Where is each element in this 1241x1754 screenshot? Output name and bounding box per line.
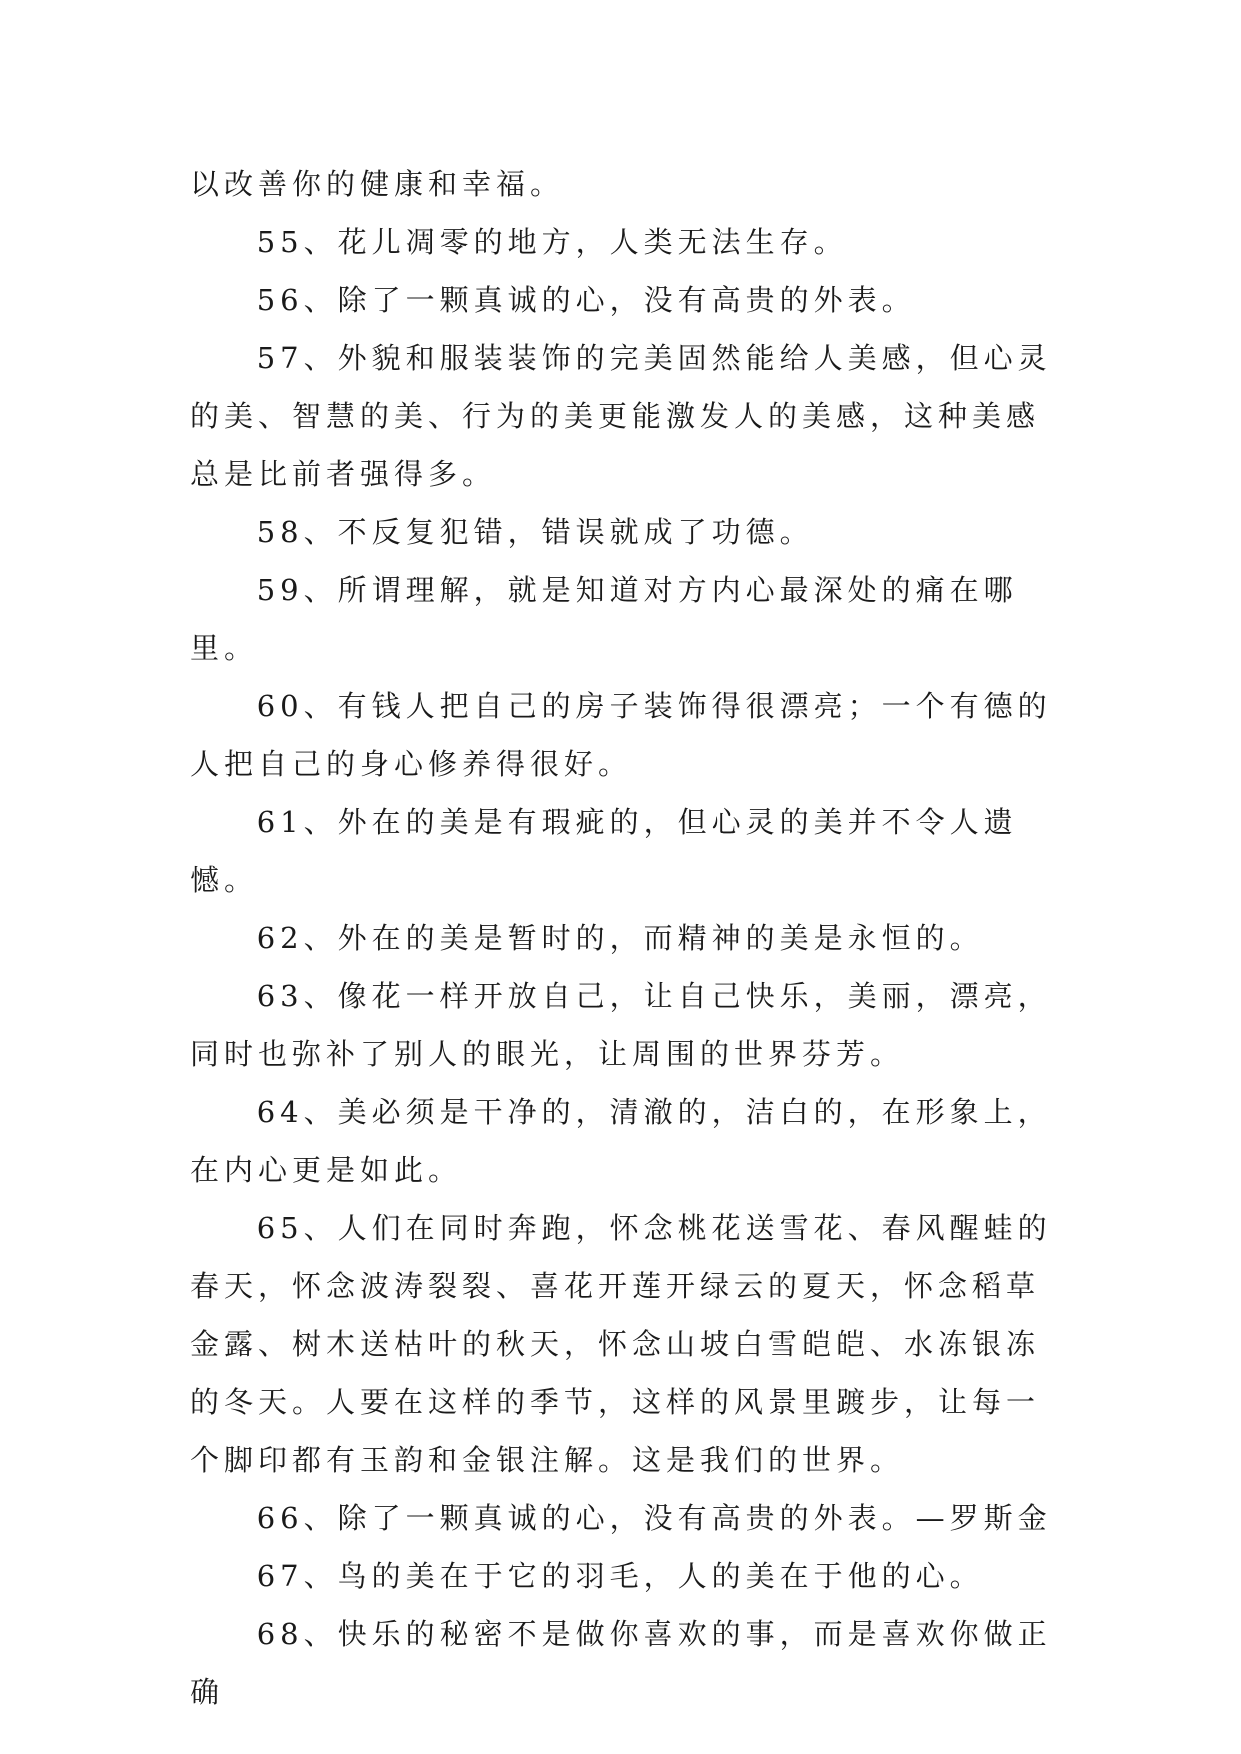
paragraph-58: 58、不反复犯错，错误就成了功德。 <box>256 515 814 549</box>
paragraph-59: 59、所谓理解，就是知道对方内心最深处的痛在哪里。 <box>190 573 1018 665</box>
paragraph-continuation: 以改善你的健康和幸福。 <box>190 167 565 201</box>
paragraph-66: 66、除了一颗真诚的心，没有高贵的外表。—罗斯金 <box>256 1501 1052 1535</box>
paragraph-67: 67、鸟的美在于它的羽毛，人的美在于他的心。 <box>256 1559 984 1593</box>
paragraph-61: 61、外在的美是有瑕疵的，但心灵的美并不令人遗憾。 <box>190 805 1018 897</box>
paragraph-68: 68、快乐的秘密不是做你喜欢的事，而是喜欢你做正确 <box>190 1617 1052 1709</box>
paragraph-62: 62、外在的美是暂时的，而精神的美是永恒的。 <box>256 921 984 955</box>
paragraph-63: 63、像花一样开放自己，让自己快乐，美丽，漂亮，同时也弥补了别人的眼光，让周围的世界芬芳。 <box>190 979 1052 1071</box>
paragraph-60: 60、有钱人把自己的房子装饰得很漂亮；一个有德的人把自己的身心修养得很好。 <box>190 689 1052 781</box>
paragraph-65: 65、人们在同时奔跑，怀念桃花送雪花、春风醒蛙的春天，怀念波涛裂裂、喜花开莲开绿云的夏天，怀念稻草金露、树木送枯叶的秋天，怀念山坡白雪皑皑、水冻银冻的冬天。人要在这样的季节，这样的风景里踱步，让每一个脚印都有玉韵和金银注解。这是我们的世界。 <box>190 1211 1052 1477</box>
paragraph-55: 55、花儿凋零的地方，人类无法生存。 <box>256 225 848 259</box>
paragraph-57: 57、外貌和服装装饰的完美固然能给人美感，但心灵的美、智慧的美、行为的美更能激发人的美感，这种美感总是比前者强得多。 <box>190 341 1052 491</box>
paragraph-64: 64、美必须是干净的，清澈的，洁白的，在形象上，在内心更是如此。 <box>190 1095 1052 1187</box>
paragraph-56: 56、除了一颗真诚的心，没有高贵的外表。 <box>256 283 916 317</box>
body-text <box>190 155 1070 1721</box>
